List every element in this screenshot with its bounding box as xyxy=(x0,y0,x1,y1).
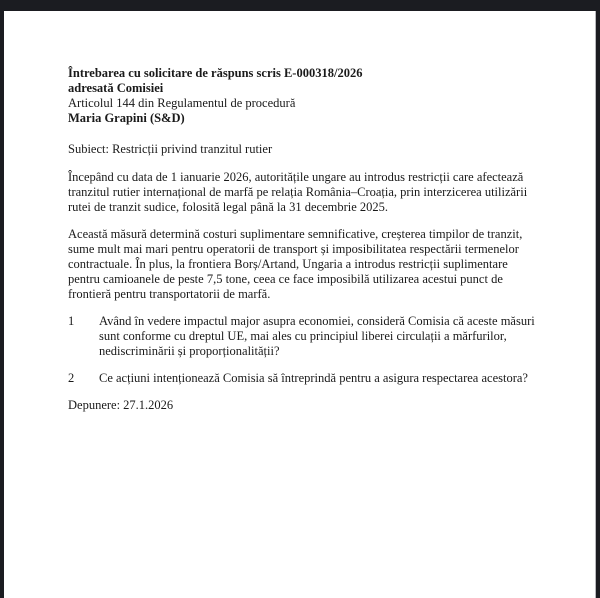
question-number: 2 xyxy=(68,371,75,385)
question-text: Ce acțiuni intenționează Comisia să întreprindă pentru a asigura respectarea acestora? xyxy=(99,371,528,385)
question-item xyxy=(68,314,538,359)
question-title: Întrebarea cu solicitare de răspuns scris E-000318/2026 xyxy=(68,66,363,80)
addressee-line: adresată Comisiei xyxy=(68,81,164,95)
procedure-rule-line: Articolul 144 din Regulamentul de procedură xyxy=(68,96,296,110)
author-line: Maria Grapini (S&D) xyxy=(68,111,185,125)
document-page xyxy=(4,11,596,598)
question-number: 1 xyxy=(68,314,75,328)
document-header xyxy=(68,66,540,126)
body-paragraph: Această măsură determină costuri suplimentare semnificative, creșterea timpilor de tranzit, sume mult mai mari pentru operatorii de transport și imposibilitatea respectării termenelor contractuale. În plus, la frontiera Borș/Artand, Ungaria a introdus restricții suplimentare pentru camioanele de peste 7,5 tone, ceea ce face imposibilă utilizarea acestui punct de frontieră pentru transportatorii de marfă. xyxy=(68,227,523,301)
question-text: Având în vedere impactul major asupra economiei, consideră Comisia că aceste măsuri sunt conforme cu dreptul UE, mai ales cu principiul liberei circulații a mărfurilor, nediscriminării și proporționalității? xyxy=(99,314,535,358)
question-item xyxy=(68,371,538,386)
body-paragraph: Începând cu data de 1 ianuarie 2026, autoritățile ungare au introdus restricții care afectează tranzitul rutier internațional de marfă pe relația România–Croația, prin interzicerea utilizării rutei de tranzit sudice, folosită legal până la 31 decembrie 2025. xyxy=(68,170,528,214)
submission-date-line: Depunere: 27.1.2026 xyxy=(68,398,174,412)
subject-line: Subiect: Restricții privind tranzitul rutier xyxy=(68,142,273,156)
